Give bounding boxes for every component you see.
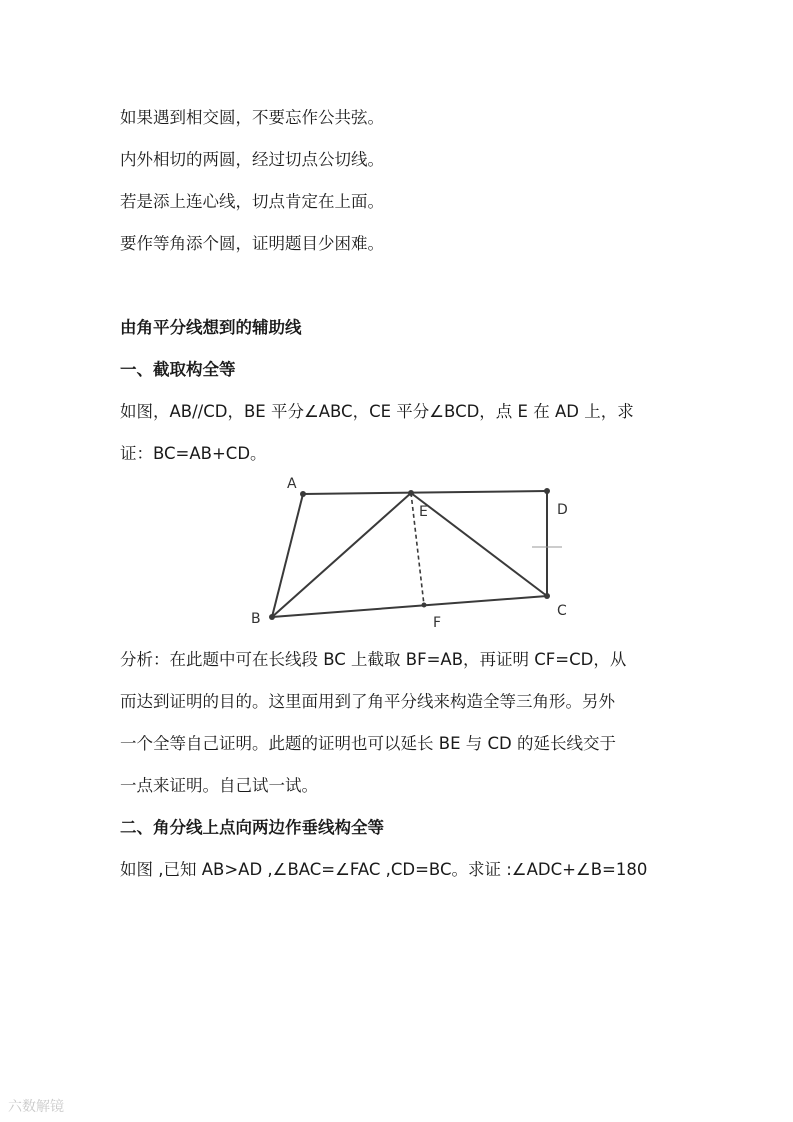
part2-heading: 二、角分线上点向两边作垂线构全等 [120, 818, 384, 837]
segment-CE [411, 493, 547, 596]
part2-problem-line-1: 如图 ,已知 AB>AD ,∠BAC=∠FAC ,CD=BC。求证 :∠ADC+∠B=180 [120, 860, 648, 879]
segment-BE [272, 493, 411, 617]
label-A: A [287, 476, 297, 492]
intro-line-4: 要作等角添个圆，证明题目少困难。 [120, 234, 384, 253]
point-B [269, 614, 275, 620]
part1-problem-line-2: 证：BC=AB+CD。 [120, 444, 267, 463]
point-A [300, 491, 306, 497]
intro-line-3: 若是添上连心线，切点肯定在上面。 [120, 192, 384, 211]
point-E [408, 490, 414, 496]
point-F [422, 603, 427, 608]
analysis-line-3: 一个全等自己证明。此题的证明也可以延长 BE 与 CD 的延长线交于 [120, 734, 616, 753]
section-title: 由角平分线想到的辅助线 [120, 318, 302, 337]
label-E: E [419, 504, 428, 520]
intro-line-2: 内外相切的两圆，经过切点公切线。 [120, 150, 384, 169]
intro-line-1: 如果遇到相交圆，不要忘作公共弦。 [120, 108, 384, 127]
label-D: D [557, 502, 568, 518]
segment-BC [272, 596, 547, 617]
label-F: F [433, 615, 442, 631]
analysis-line-4: 一点来证明。自己试一试。 [120, 776, 318, 795]
label-B: B [251, 611, 261, 627]
point-D [544, 488, 550, 494]
label-C: C [557, 603, 567, 619]
segment-AD [303, 491, 547, 494]
part1-problem-line-1: 如图，AB//CD，BE 平分∠ABC，CE 平分∠BCD，点 E 在 AD 上，求 [120, 402, 634, 421]
watermark: 六数解镜 [8, 1099, 64, 1115]
analysis-line-1: 分析：在此题中可在长线段 BC 上截取 BF=AB，再证明 CF=CD，从 [120, 650, 627, 669]
geometry-figure [245, 472, 585, 632]
point-C [544, 593, 550, 599]
analysis-line-2: 而达到证明的目的。这里面用到了角平分线来构造全等三角形。另外 [120, 692, 615, 711]
part1-heading: 一、截取构全等 [120, 360, 236, 379]
segment-AB [272, 494, 303, 617]
